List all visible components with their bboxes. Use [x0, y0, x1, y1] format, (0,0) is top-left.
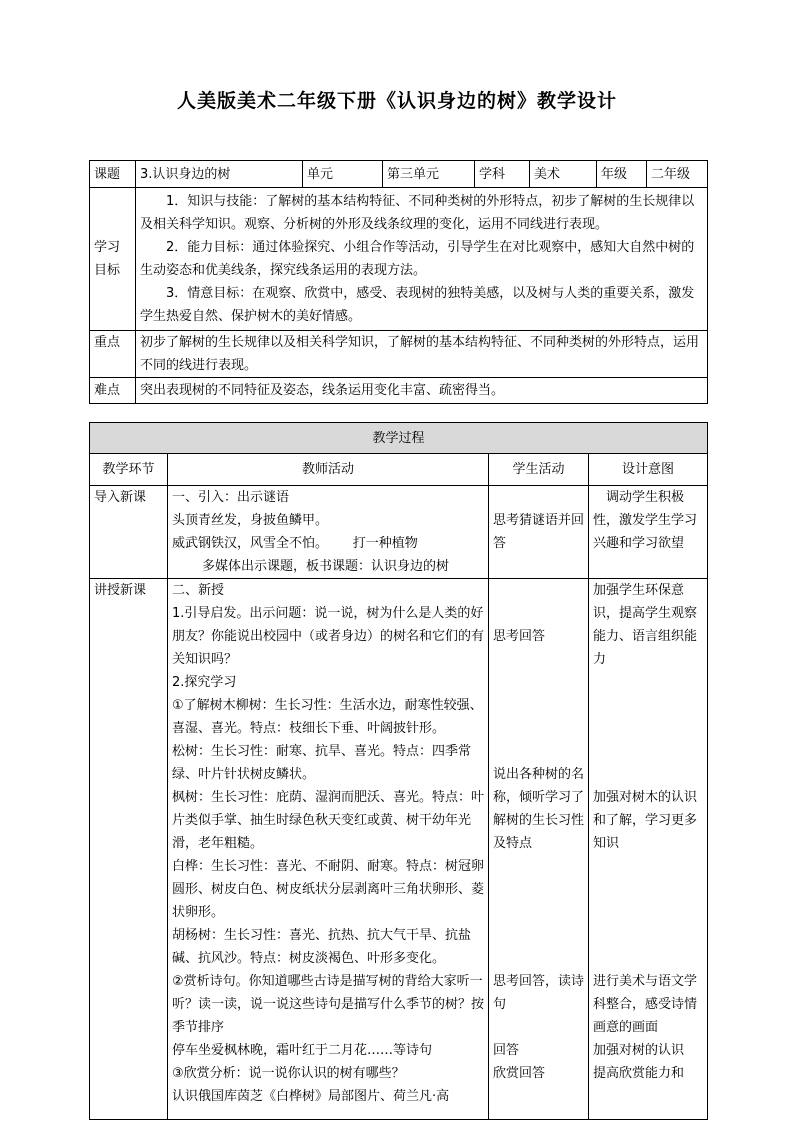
- lesson-label: 课题: [90, 161, 136, 188]
- objective-item: 2．能力目标：通过体验探究、小组合作等活动，引导学生在对比观察中，感知大自然中树的生动姿态和优美线条，探究线条运用的表现方法。: [140, 240, 695, 278]
- teach-row: [90, 579, 708, 1120]
- unit-value: 第三单元: [383, 161, 475, 188]
- objective-item: 3．情意目标：在观察、欣赏中，感受、表现树的独特美感，以及树与人类的重要关系，激发学生热爱自然、保护树木的美好情感。: [140, 286, 695, 324]
- intro-stage: 导入新课: [90, 486, 168, 579]
- teach-teacher-line: 胡杨树：生长习性：喜光、抗热、抗大气干旱、抗盐碱、抗风沙。特点：树皮淡褐色、叶形多变化。: [172, 928, 472, 966]
- teach-teacher-line: 二、新授: [172, 583, 225, 598]
- teach-teacher-line: 2.探究学习: [172, 675, 237, 690]
- teach-intent-text: 提高欣赏能力和: [593, 1066, 685, 1081]
- teach-teacher-line: 松树：生长习性：耐寒、抗旱、喜光。特点：四季常绿、叶片针状树皮鳞状。: [172, 744, 472, 782]
- teach-teacher: [168, 579, 489, 1120]
- header-intent: 设计意图: [589, 454, 708, 486]
- header-student: 学生活动: [489, 454, 589, 486]
- teach-intent-text: 加强对树的认识: [593, 1043, 685, 1058]
- objective-item: 1．知识与技能：了解树的基本结构特征、不同种类树的外形特点，初步了解树的生长规律以及相关科学知识。观察、分析树的外形及线条纹理的变化，运用不同线进行表现。: [140, 194, 695, 232]
- subject-label: 学科: [475, 161, 530, 188]
- intro-student: [489, 486, 589, 579]
- header-teacher: 教师活动: [168, 454, 489, 486]
- teach-student-text: 说出各种树的名称，倾听学习了解树的生长习性及特点: [493, 767, 585, 851]
- teaching-process-table: [89, 422, 708, 1120]
- intro-teacher-line: 威武钢铁汉，风雪全不怕。 打一种植物: [172, 536, 418, 551]
- teach-teacher-line: 1.引导启发。出示问题：说一说，树为什么是人类的好朋友？你能说出校园中（或者身边）的树名和它们的有关知识吗？: [172, 606, 485, 667]
- teach-student-text: 回答: [493, 1043, 520, 1058]
- page-title: 人美版美术二年级下册《认识身边的树》教学设计: [176, 90, 617, 112]
- grade-label: 年级: [597, 161, 647, 188]
- key-points-text: 初步了解树的生长规律以及相关科学知识，了解树的基本结构特征、不同种类树的外形特点，运用不同的线进行表现。: [136, 331, 708, 378]
- objectives-label-1: 学习: [94, 240, 121, 255]
- grade-value: 二年级: [647, 161, 708, 188]
- process-header-row: [90, 454, 708, 486]
- teach-stage: 讲授新课: [90, 579, 168, 1120]
- objectives-row: [90, 188, 708, 331]
- teach-teacher-line: 枫树：生长习性：庇荫、湿润而肥沃、喜光。特点：叶片类似手掌、抽生时绿色秋天变红或黄、树干幼年光滑，老年粗糙。: [172, 790, 485, 851]
- objectives-label-2: 目标: [94, 263, 121, 278]
- difficulties-row: [90, 378, 708, 404]
- lesson-value: 3.认识身边的树: [136, 161, 303, 188]
- intro-intent-text: 调动学生积极性，激发学生学习兴趣和学习欲望: [593, 490, 698, 551]
- lesson-info-table: [89, 160, 708, 404]
- teach-intent-text: 加强对树木的认识和了解，学习更多知识: [593, 790, 698, 851]
- teach-teacher-line: ③欣赏分析：说一说你认识的树有哪些？: [172, 1066, 405, 1081]
- teach-teacher-line: 停车坐爱枫林晚，霜叶红于二月花……等诗句: [172, 1043, 433, 1058]
- key-points-label: 重点: [90, 331, 136, 378]
- process-band-row: [90, 423, 708, 454]
- intro-teacher-line: 一、引入：出示谜语: [172, 490, 290, 505]
- process-band: 教学过程: [90, 423, 708, 454]
- teach-student-text: 欣赏回答: [493, 1066, 546, 1081]
- difficulties-text: 突出表现树的不同特征及姿态，线条运用变化丰富、疏密得当。: [136, 378, 708, 404]
- teach-student-text: 思考回答: [493, 629, 546, 644]
- intro-teacher: [168, 486, 489, 579]
- subject-value: 美术: [530, 161, 597, 188]
- intro-teacher-line: 多媒体出示课题，板书课题：认识身边的树: [202, 559, 450, 574]
- intro-student-text: 思考猜谜语并回答: [493, 513, 585, 551]
- objectives-label: [90, 188, 136, 331]
- info-row: [90, 161, 708, 188]
- teach-teacher-line: 认识俄国库茵芝《白桦树》局部图片、荷兰凡·高: [172, 1089, 450, 1104]
- intro-row: [90, 486, 708, 579]
- header-stage: 教学环节: [90, 454, 168, 486]
- difficulties-label: 难点: [90, 378, 136, 404]
- teach-intent-text: 进行美术与语文学科整合，感受诗情画意的画面: [593, 974, 698, 1035]
- teach-student-text: 思考回答，读诗句: [493, 974, 585, 1012]
- teach-student: [489, 579, 589, 1120]
- teach-teacher-line: 白桦：生长习性：喜光、不耐阴、耐寒。特点：树冠卵圆形、树皮白色、树皮纸状分层剥离叶三角状卵形、菱状卵形。: [172, 859, 485, 920]
- intro-intent: [589, 486, 708, 579]
- teach-intent: [589, 579, 708, 1120]
- teach-intent-text: 加强学生环保意识，提高学生观察能力、语言组织能力: [593, 583, 698, 667]
- key-points-row: [90, 331, 708, 378]
- unit-label: 单元: [303, 161, 383, 188]
- teach-teacher-line: ②赏析诗句。你知道哪些古诗是描写树的背给大家听一听？读一读，说一说这些诗句是描写什么季节的树？按季节排序: [172, 974, 485, 1035]
- intro-teacher-line: 头顶青丝发，身披鱼鳞甲。: [172, 513, 329, 528]
- teach-teacher-line: ①了解树木柳树：生长习性：生活水边，耐寒性较强、喜湿、喜光。特点：枝细长下垂、叶阔披针形。: [172, 698, 483, 736]
- objectives-content: [136, 188, 708, 331]
